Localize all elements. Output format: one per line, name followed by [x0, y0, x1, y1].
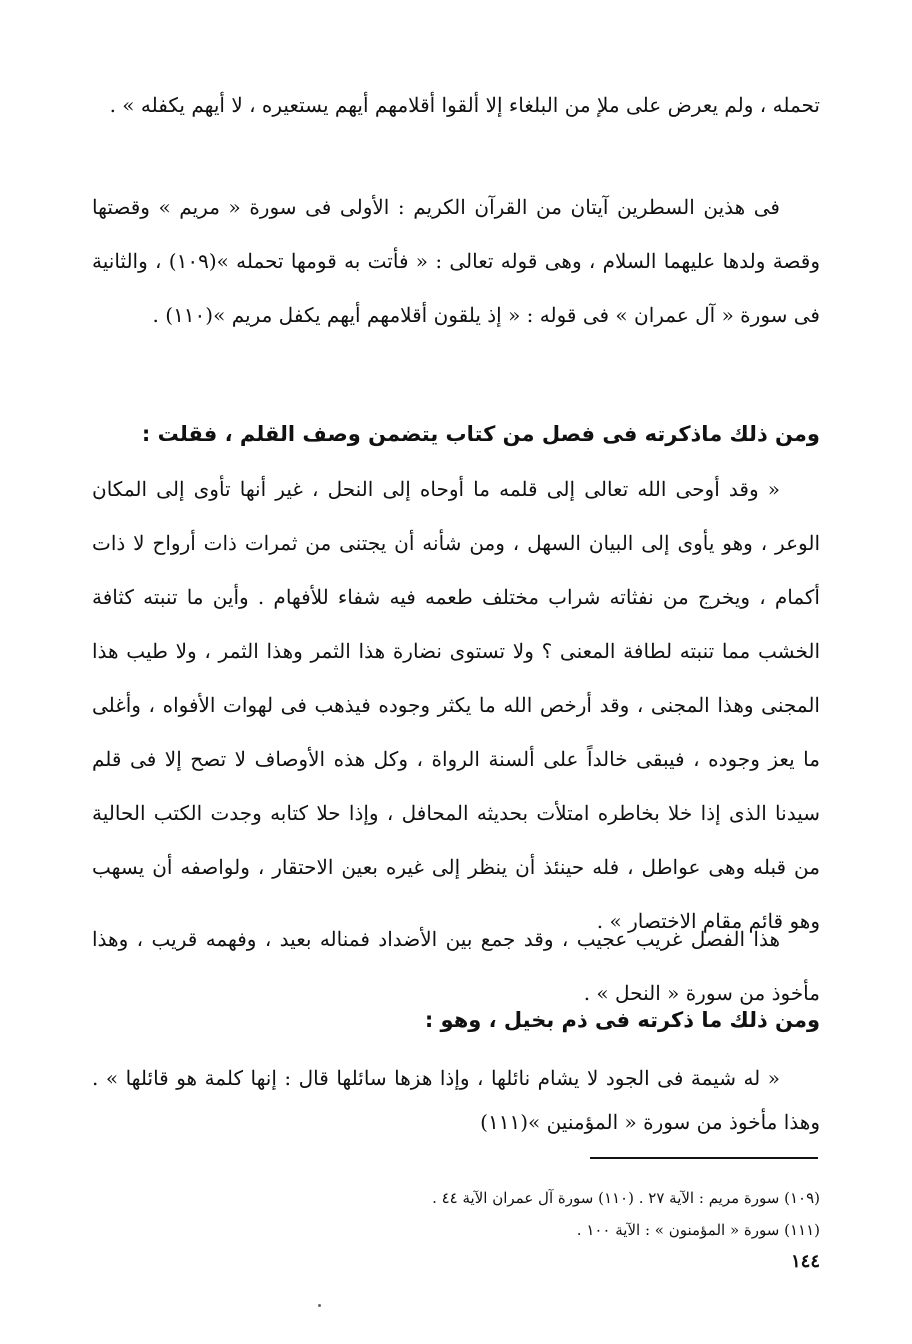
- footnote-separator: [590, 1157, 818, 1159]
- paper-speck: [318, 1304, 321, 1307]
- section-heading-miser: ومن ذلك ما ذكرته فى ذم بخيل ، وهو :: [424, 1008, 820, 1032]
- paragraph-two-verses: فى هذين السطرين آيتان من القرآن الكريم : الأولى فى سورة « مريم » وقصتها وقصة ولدها عليهما السلام ، وهى قوله تعالى : « فأتت به قومها تحمله »(١٠٩) ، والثانية فى سورة « آل عمران » فى قوله : « إذ يلقون أقلامهم أيهم يكفل مريم »(١١٠) .: [92, 195, 820, 327]
- footnote-109-110: (١٠٩) سورة مريم : الآية ٢٧ . (١١٠) سورة آل عمران الآية ٤٤ .: [432, 1189, 820, 1207]
- footnote-111: (١١١) سورة « المؤمنون » : الآية ١٠٠ .: [576, 1221, 820, 1239]
- paragraph-commentary: هذا الفصل غريب عجيب ، وقد جمع بين الأضداد فمناله بعيد ، وفهمه قريب ، وهذا مأخوذ من سورة « النحل » .: [92, 927, 820, 1005]
- paragraph-miser-quote: « له شيمة فى الجود لا يشام نائلها ، وإذا هزها سائلها قال : إنها كلمة هو قائلها » . وهذا مأخوذ من سورة « المؤمنين »(١١١): [92, 1066, 820, 1134]
- paragraph-pen-description: « وقد أوحى الله تعالى إلى قلمه ما أوحاه إلى النحل ، غير أنها تأوى إلى المكان الوعر ، وهو يأوى إلى البيان السهل ، ومن شأنه أن يجتنى من ثمرات ذات أرواح لا ذات أكمام ، ويخرج من نفثاته شراب مختلف طعمه فيه شفاء للأفهام . وأين ما تنبته كثافة الخشب مما تنبته لطافة المعنى ؟ ولا تستوى نضارة هذا الثمر وهذا الثمر ، ولا طيب هذا المجنى وهذا المجنى ، وقد أرخص الله ما يكثر وجوده فيذهب فى لهوات الأفواه ، وأغلى ما يعز وجوده ، فيبقى خالداً على ألسنة الرواة ، وكل هذه الأوصاف لا تصح إلا فى قلم سيدنا الذى إذا خلا بخاطره امتلأت بحديثه المحافل ، وإذا حلا كتابه وجدت الكتب الحالية من قبله وهى عواطل ، فله حينئذ أن ينظر إلى غيره بعين الاحتقار ، ولواصفه أن يسهب وهو قائم مقام الاختصار » .: [92, 477, 820, 933]
- paragraph-continuation: تحمله ، ولم يعرض على ملإ من البلغاء إلا ألقوا أقلامهم أيهم يستعيره ، لا أيهم يكفله » .: [109, 93, 820, 117]
- section-heading-pen: ومن ذلك ماذكرته فى فصل من كتاب يتضمن وصف القلم ، فقلت :: [141, 422, 820, 446]
- page-number: ١٤٤: [790, 1251, 820, 1272]
